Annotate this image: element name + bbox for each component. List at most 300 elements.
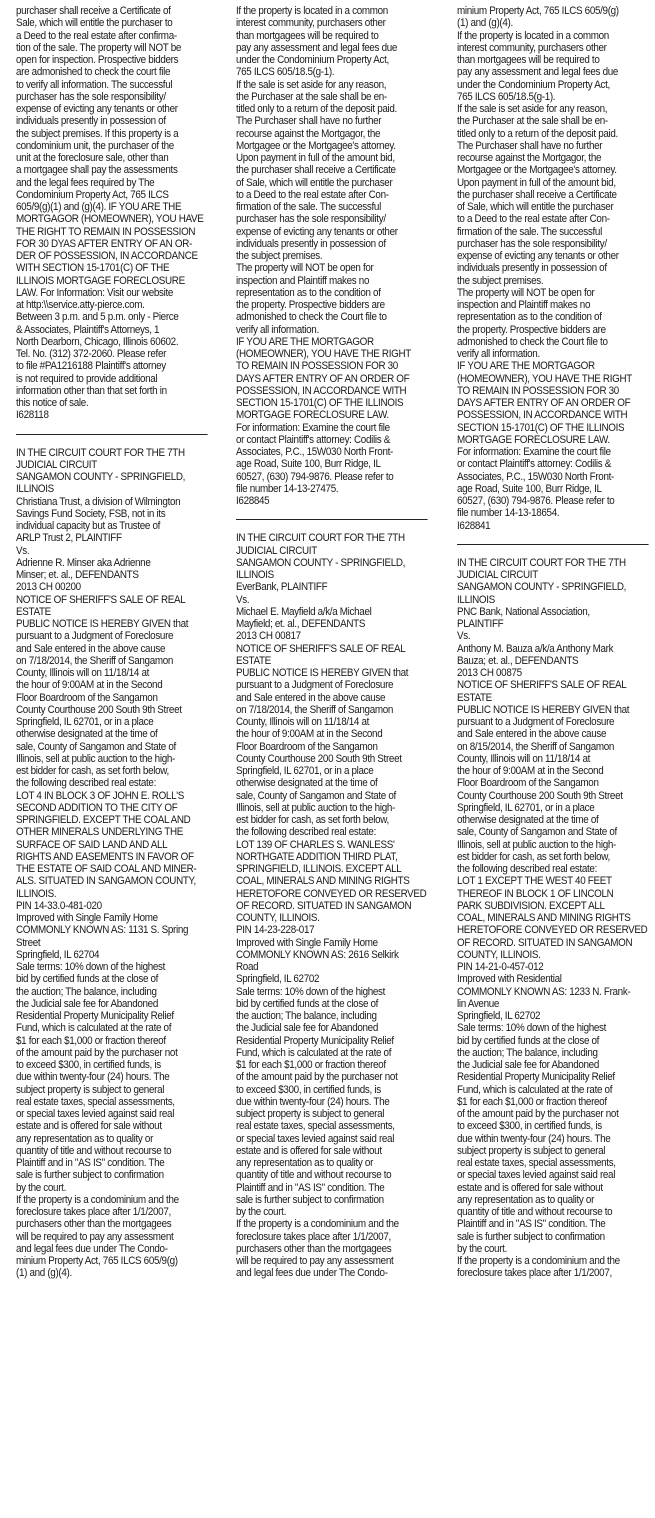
notice-line: expense of evicting any tenants or other	[16, 103, 178, 115]
notice-line: than mortgagees will be required to	[236, 29, 379, 42]
notice-line: the purchaser shall receive a Certificate	[457, 188, 617, 201]
notice-line: individual capacity but as Trustee of	[16, 520, 161, 532]
notice-line: NOTICE OF SHERIFF'S SALE OF REAL	[16, 593, 186, 606]
notice-line: minium Property Act, 765 ILCS 605/9(g)	[457, 5, 619, 17]
notice-line: MORTGAGE FORECLOSURE LAW.	[236, 409, 389, 422]
notice-line: COMMONLY KNOWN AS: 1131 S. Spring	[16, 924, 189, 937]
notice-line: PNC Bank, National Association,	[457, 605, 590, 618]
notice-line: individuals presently in possession of	[16, 115, 166, 128]
notice-line: Mayfield; et. al., DEFENDANTS	[236, 618, 366, 630]
notice-line: verify all information.	[457, 348, 540, 360]
notice-line: due within twenty-four (24) hours. The	[236, 1095, 390, 1108]
notice-line: MORTGAGE FORECLOSURE LAW.	[457, 433, 610, 446]
notice-line: purchaser has the sole responsibility/	[236, 213, 386, 226]
notice-line: THE ESTATE OF SAID COAL AND MINER-	[16, 863, 197, 875]
notice-line: the property. Prospective bidders are	[236, 299, 385, 311]
legal-notice	[457, 5, 655, 532]
notice-line: to exceed $300, in certified funds, is	[16, 1059, 161, 1071]
notice-line: 765 ILCS 605/18.5(g-1).	[236, 66, 335, 79]
notice-line: Sale terms: 10% down of the highest	[457, 1022, 607, 1035]
notice-line: PIN 14-21-0-457-012	[457, 961, 544, 973]
notice-line: Christiana Trust, a division of Wilmington	[16, 495, 181, 508]
notice-line: Fund, which is calculated at the rate of	[457, 1083, 613, 1096]
notice-line: real estate taxes, special assessments,	[236, 1120, 395, 1133]
notice-line: Springfield, IL 62701, or in a place	[457, 801, 595, 814]
notice-line: COMMONLY KNOWN AS: 1233 N. Frank-	[457, 985, 631, 998]
notice-line: Springfield, IL 62702	[236, 973, 320, 986]
notice-line: County, Illinois will on 11/18/14 at	[457, 752, 591, 765]
notice-line: POSSESSION, IN ACCORDANCE WITH	[236, 384, 407, 397]
notice-line: on 7/18/2014, the Sheriff of Sangamon	[16, 654, 174, 667]
notice-line: Plaintiff and in "AS IS" condition. The	[457, 1218, 606, 1231]
notice-line: pay any assessment and legal fees due	[457, 66, 619, 79]
notice-line: the following described real estate:	[236, 826, 376, 839]
notice-line: JUDICIAL CIRCUIT	[16, 458, 97, 471]
notice-line: titled only to a return of the deposit paid.	[236, 103, 397, 115]
notice-line: ESTATE	[457, 691, 492, 704]
notice-line: condominium unit, the purchaser of the	[16, 139, 174, 152]
notice-line: due within twenty-four (24) hours. The	[457, 1132, 611, 1145]
notice-line: PLAINTIFF	[457, 618, 504, 630]
notice-line: and Sale entered in the above cause	[236, 691, 386, 704]
notice-line: LAW. For Information: Visit our website	[16, 286, 174, 299]
notice-line: representation as to the condition of	[457, 311, 602, 324]
notice-line: of Sale, which will entitle the purchaser	[236, 176, 393, 189]
notice-line: bid by certified funds at the close of	[236, 997, 379, 1010]
notice-line: expense of evicting any tenants or other	[457, 250, 619, 262]
notice-line: and the legal fees required by The	[16, 176, 155, 189]
notice-line: Anthony M. Bauza a/k/a Anthony Mark	[457, 642, 614, 655]
notice-line: firmation of the sale. The successful	[457, 225, 602, 238]
notice-line: ILLINOIS MORTGAGE FORECLOSURE	[16, 274, 185, 287]
notice-line: a mortgagee shall pay the assessments	[16, 164, 178, 177]
notice-line: bid by certified funds at the close of	[457, 1034, 600, 1047]
notice-line: Springfield, IL 62702	[457, 1010, 541, 1022]
notice-line: Road	[236, 961, 259, 973]
notice-line: THEREOF IN BLOCK 1 OF LINCOLN	[457, 887, 614, 900]
notice-line: under the Condominium Property Act,	[236, 54, 389, 66]
notice-line: ILLINOIS	[236, 569, 274, 581]
notice-line: Floor Boardroom of the Sangamon	[16, 691, 158, 704]
notice-line: otherwise designated at the time of	[16, 728, 158, 741]
notice-line: pursuant to a Judgment of Foreclosure	[236, 679, 394, 692]
notice-line: Residential Property Municipality Relief	[236, 1034, 394, 1047]
notice-line: sale, County of Sangamon and State of	[16, 740, 176, 753]
notice-line: $1 for each $1,000 or fraction thereof	[236, 1059, 386, 1071]
notice-line: County, Illinois will on 11/18/14 at	[16, 667, 150, 679]
notice-line: Vs.	[457, 630, 471, 643]
notice-line: Plaintiff and in "AS IS" condition. The	[236, 1181, 385, 1194]
notice-line: foreclosure takes place after 1/1/2007,	[236, 1230, 391, 1243]
notice-line: or special taxes levied against said real	[16, 1108, 175, 1120]
notice-line: Fund, which is calculated at the rate of	[236, 1046, 392, 1059]
notice-line: County Courthouse 200 South 9th Street	[236, 752, 402, 765]
notice-line: County Courthouse 200 South 9th Street	[16, 703, 182, 716]
notice-line: to a Deed to the real estate after Con-	[457, 213, 610, 226]
legal-notice	[236, 532, 441, 1279]
notice-line: Sale, which will entitle the purchaser to	[16, 17, 173, 30]
notice-line: TO REMAIN IN POSSESSION FOR 30	[236, 360, 398, 373]
notice-line: COAL, MINERALS AND MINING RIGHTS	[236, 875, 410, 888]
notice-line: pursuant to a Judgment of Foreclosure	[16, 630, 174, 643]
notice-line: foreclosure takes place after 1/1/2007,	[16, 1206, 171, 1218]
notice-line: JUDICIAL CIRCUIT	[457, 569, 538, 581]
notice-line: Savings Fund Society, FSB, not in its	[16, 507, 166, 520]
notice-line: DAYS AFTER ENTRY OF AN ORDER OF	[236, 372, 410, 385]
notice-line: Floor Boardroom of the Sangamon	[457, 777, 599, 790]
notice-line: individuals presently in possession of	[236, 237, 386, 250]
notice-line: Residential Property Municipality Relief	[16, 1010, 174, 1022]
notice-line: MORTGAGOR (HOMEOWNER), YOU HAVE	[16, 213, 204, 226]
notice-line: to exceed $300, in certified funds, is	[236, 1083, 381, 1096]
notice-line: If the property is a condominium and the	[236, 1218, 399, 1231]
notice-line: by the court.	[236, 1206, 286, 1218]
notice-line: IN THE CIRCUIT COURT FOR THE 7TH	[457, 556, 626, 569]
notice-line: bid by certified funds at the close of	[16, 973, 159, 986]
notice-line: ESTATE	[236, 654, 271, 667]
notice-line: sale, County of Sangamon and State of	[457, 826, 617, 839]
notice-line: the following described real estate:	[457, 863, 597, 875]
notice-line: information other than that set forth in	[16, 384, 167, 397]
notice-line: For information: Examine the court file	[236, 421, 390, 434]
notice-line: purchasers other than the mortgagees	[236, 1242, 392, 1255]
notice-line: COMMONLY KNOWN AS: 2616 Selkirk	[236, 948, 399, 961]
notice-line: IF YOU ARE THE MORTGAGOR	[236, 335, 374, 348]
notice-line: Improved with Residential	[457, 973, 562, 986]
notice-line: the Judicial sale fee for Abandoned	[457, 1059, 599, 1071]
notice-line: NORTHGATE ADDITION THIRD PLAT,	[236, 850, 398, 863]
notice-line: of the amount paid by the purchaser not	[16, 1046, 178, 1059]
notice-line: the Judicial sale fee for Abandoned	[236, 1022, 378, 1035]
notice-line: age Road, Suite 100, Burr Ridge, IL	[457, 482, 602, 495]
notice-line: ALS. SITUATED IN SANGAMON COUNTY,	[16, 875, 196, 888]
notice-line: expense of evicting any tenants or other	[236, 225, 398, 238]
notice-line: will be required to pay any assessment	[16, 1230, 174, 1243]
notice-line: SPRINGFIELD. EXCEPT THE COAL AND	[16, 814, 191, 826]
notice-line: Vs.	[236, 593, 250, 606]
notice-line: purchaser shall receive a Certificate of	[16, 5, 171, 17]
notice-line: or special taxes levied against said real	[457, 1169, 616, 1182]
notice-line: SANGAMON COUNTY - SPRINGFIELD,	[457, 581, 627, 594]
notice-line: I628845	[236, 495, 270, 507]
notice-line: SECTION 15-1701(C) OF THE ILLINOIS	[236, 397, 404, 409]
notice-line: Sale terms: 10% down of the highest	[16, 961, 166, 973]
notice-line: the Judicial sale fee for Abandoned	[16, 997, 158, 1010]
notice-line: DER OF POSSESSION, IN ACCORDANCE	[16, 250, 198, 262]
notice-line: I628841	[457, 519, 491, 532]
notice-line: SURFACE OF SAID LAND AND ALL	[16, 838, 168, 851]
notice-line: NOTICE OF SHERIFF'S SALE OF REAL	[236, 642, 406, 655]
notice-line: DAYS AFTER ENTRY OF AN ORDER OF	[457, 397, 631, 409]
notice-line: any representation as to quality or	[457, 1193, 595, 1206]
notice-line: HERETOFORE CONVEYED OR RESERVED	[236, 887, 427, 900]
notice-line: IN THE CIRCUIT COURT FOR THE 7TH	[16, 446, 185, 459]
notice-line: HERETOFORE CONVEYED OR RESERVED	[457, 924, 648, 937]
notice-line: 60527, (630) 794-9876. Please refer to	[236, 470, 394, 483]
notice-line: 605/9(g)(1) and (g)(4). IF YOU ARE THE	[16, 201, 182, 213]
notice-line: (HOMEOWNER), YOU HAVE THE RIGHT	[236, 348, 411, 360]
notice-line: lin Avenue	[457, 997, 500, 1010]
notice-line: County Courthouse 200 South 9th Street	[457, 789, 623, 802]
notice-line: OTHER MINERALS UNDERLYING THE	[16, 826, 184, 839]
notice-line: the auction; The balance, including	[236, 1010, 377, 1022]
notice-line: SANGAMON COUNTY - SPRINGFIELD,	[16, 471, 186, 483]
notice-line: $1 for each $1,000 or fraction thereof	[16, 1034, 166, 1047]
notice-line: Associates, P.C., 15W030 North Front-	[236, 446, 393, 458]
notice-line: open for inspection. Prospective bidders	[16, 54, 179, 66]
notice-line: North Dearborn, Chicago, Illinois 60602.	[16, 335, 179, 348]
notice-line: Plaintiff and in "AS IS" condition. The	[16, 1157, 165, 1169]
notice-line: the auction; The balance, including	[16, 985, 157, 998]
notice-line: recourse against the Mortgagor, the	[457, 152, 602, 164]
notice-line: The property will NOT be open for	[457, 286, 595, 299]
notice-line: to file #PA1216188 Plaintiff's attorney	[16, 360, 166, 373]
notice-line: If the sale is set aside for any reason,	[236, 78, 387, 91]
notice-line: The Purchaser shall have no further	[457, 139, 603, 152]
notice-line: LOT 1 EXCEPT THE WEST 40 FEET	[457, 875, 612, 888]
notice-line: SECTION 15-1701(C) OF THE ILLINOIS	[457, 421, 625, 434]
notice-line: EverBank, PLAINTIFF	[236, 581, 328, 594]
notice-divider	[457, 544, 649, 545]
notice-line: inspection and Plaintiff makes no	[236, 274, 370, 287]
notice-line: by the court.	[457, 1242, 507, 1255]
notice-line: LOT 139 OF CHARLES S. WANLESS'	[236, 838, 395, 851]
notice-line: 765 ILCS 605/18.5(g-1).	[457, 90, 556, 103]
notice-line: the hour of 9:00AM at in the Second	[457, 765, 604, 777]
notice-line: ESTATE	[16, 605, 51, 618]
notice-line: unit at the foreclosure sale, other than	[16, 152, 169, 164]
legal-notice	[16, 447, 222, 1280]
notice-line: subject property is subject to general	[457, 1144, 606, 1157]
notice-line: subject property is subject to general	[236, 1108, 385, 1120]
notice-line: Mortgagee or the Mortgagee's attorney.	[457, 164, 617, 177]
notice-line: PUBLIC NOTICE IS HEREBY GIVEN that	[236, 667, 409, 679]
legal-notice	[16, 5, 222, 422]
notice-line: sale, County of Sangamon and State of	[236, 789, 396, 802]
notice-line: at http:\\service.atty-pierce.com.	[16, 299, 145, 311]
notice-line: than mortgagees will be required to	[457, 54, 600, 66]
notice-line: Vs.	[16, 544, 30, 557]
notice-line: sale is further subject to confirmation	[236, 1193, 384, 1206]
notice-line: ILLINOIS.	[16, 887, 57, 900]
notice-line: WITH SECTION 15-1701(C) OF THE	[16, 262, 170, 275]
notice-line: SANGAMON COUNTY - SPRINGFIELD,	[236, 556, 406, 569]
notice-line: OF RECORD. SITUATED IN SANGAMON	[457, 936, 633, 949]
notice-line: LOT 4 IN BLOCK 3 OF JOHN E. ROLL'S	[16, 789, 185, 802]
notice-line: and legal fees due under The Condo-	[16, 1242, 168, 1255]
notice-line: County, Illinois will on 11/18/14 at	[236, 716, 370, 728]
legal-notice	[457, 557, 655, 1280]
notice-line: PARK SUBDIVISION. EXCEPT ALL	[457, 899, 605, 912]
notice-line: Mortgagee or the Mortgagee's attorney.	[236, 139, 396, 152]
notice-line: on 8/15/2014, the Sheriff of Sangamon	[457, 740, 615, 753]
notice-line: JUDICIAL CIRCUIT	[236, 544, 317, 557]
notice-line: otherwise designated at the time of	[457, 814, 599, 826]
notice-line: ARLP Trust 2, PLAINTIFF	[16, 532, 122, 545]
notice-line: by the court.	[16, 1181, 66, 1194]
notice-line: purchaser has the sole responsibility/	[16, 90, 166, 103]
notice-line: PIN 14-23-228-017	[236, 924, 315, 937]
column-1	[16, 5, 222, 1280]
notice-line: estate and is offered for sale without	[236, 1144, 382, 1157]
notice-line: (1) and (g)(4).	[457, 17, 513, 30]
notice-line: 2013 CH 00200	[16, 581, 81, 594]
notice-line: the Purchaser at the sale shall be en-	[457, 115, 608, 128]
notice-line: real estate taxes, special assessments,	[457, 1157, 616, 1169]
notice-line: and Sale entered in the above cause	[457, 728, 607, 741]
notice-line: verify all information.	[236, 323, 319, 336]
notice-line: Floor Boardroom of the Sangamon	[236, 740, 378, 753]
notice-line: Bauza; et. al., DEFENDANTS	[457, 654, 579, 667]
notice-line: Condominium Property Act, 765 ILCS	[16, 188, 169, 201]
notice-line: Sale terms: 10% down of the highest	[236, 985, 386, 998]
notice-line: 2013 CH 00875	[457, 667, 522, 679]
legal-notice	[236, 5, 441, 507]
notice-line: admonished to check the Court file to	[236, 311, 387, 324]
notice-line: COUNTY, ILLINOIS.	[236, 912, 320, 924]
notice-line: Upon payment in full of the amount bid,	[236, 152, 395, 164]
notice-line: SPRINGFIELD, ILLINOIS. EXCEPT ALL	[236, 863, 402, 875]
notice-line: file number 14-13-18654.	[457, 507, 560, 520]
notice-line: estate and is offered for sale without	[16, 1120, 162, 1133]
notice-line: Between 3 p.m. and 5 p.m. only - Pierce	[16, 311, 179, 324]
notice-line: age Road, Suite 100, Burr Ridge, IL	[236, 458, 381, 471]
notice-line: is not required to provide additional	[16, 372, 158, 385]
notice-line: TO REMAIN IN POSSESSION FOR 30	[457, 384, 619, 397]
notice-line: or special taxes levied against said real	[236, 1132, 395, 1145]
notice-line: subject property is subject to general	[16, 1083, 165, 1096]
notice-line: Minser; et. al., DEFENDANTS	[16, 569, 139, 581]
notice-line: and Sale entered in the above cause	[16, 642, 166, 655]
notice-line: tion of the sale. The property will NOT be	[16, 41, 182, 54]
notice-line: inspection and Plaintiff makes no	[457, 299, 591, 311]
notice-line: If the property is located in a common	[236, 5, 388, 17]
notice-line: file number 14-13-27475.	[236, 482, 339, 495]
notice-line: otherwise designated at the time of	[236, 777, 378, 790]
notice-line: The property will NOT be open for	[236, 262, 374, 275]
notice-line: estate and is offered for sale without	[457, 1181, 603, 1194]
notice-line: (1) and (g)(4).	[16, 1267, 72, 1280]
notice-line: this notice of sale.	[16, 397, 89, 409]
notice-line: of the amount paid by the purchaser not	[457, 1108, 619, 1120]
notice-line: est bidder for cash, as set forth below,	[236, 814, 389, 826]
notice-line: titled only to a return of the deposit paid.	[457, 127, 618, 140]
notice-line: purchasers other than the mortgagees	[16, 1218, 172, 1231]
notice-line: Illinois, sell at public auction to the high-	[457, 838, 616, 851]
column-2	[236, 5, 441, 1280]
notice-line: the subject premises.	[236, 250, 323, 262]
notice-line: est bidder for cash, as set forth below,	[457, 850, 610, 863]
notice-line: minium Property Act, 765 ILCS 605/9(g)	[16, 1255, 178, 1267]
notice-line: Illinois, sell at public auction to the high-	[236, 801, 395, 814]
notice-line: the hour of 9:00AM at in the Second	[236, 728, 383, 741]
notice-line: Michael E. Mayfield a/k/a Michael	[236, 605, 372, 618]
notice-line: are admonished to check the court file	[16, 66, 171, 79]
notice-divider	[236, 519, 428, 520]
notice-line: THE RIGHT TO REMAIN IN POSSESSION	[16, 225, 196, 238]
notice-line: Fund, which is calculated at the rate of	[16, 1022, 172, 1035]
notice-line: NOTICE OF SHERIFF'S SALE OF REAL	[457, 679, 627, 692]
notice-line: a Deed to the real estate after confirma-	[16, 29, 177, 42]
notice-line: IF YOU ARE THE MORTGAGOR	[457, 360, 595, 373]
notice-line: the Purchaser at the sale shall be en-	[236, 90, 387, 103]
notice-line: the property. Prospective bidders are	[457, 323, 606, 336]
notice-line: If the sale is set aside for any reason,	[457, 103, 608, 115]
notice-line: purchaser has the sole responsibility/	[457, 237, 607, 250]
notice-line: interest community, purchasers other	[236, 17, 386, 30]
notice-line: real estate taxes, special assessments,	[16, 1095, 175, 1108]
notice-line: Springfield, IL 62704	[16, 948, 100, 961]
notice-line: to verify all information. The successful	[16, 78, 173, 91]
notice-line: Improved with Single Family Home	[16, 912, 158, 924]
notice-line: RIGHTS AND EASEMENTS IN FAVOR OF	[16, 850, 194, 863]
notice-line: or contact Plaintiff's attorney: Codilis &	[457, 458, 611, 471]
notice-line: Street	[16, 936, 41, 949]
notice-line: sale is further subject to confirmation	[16, 1169, 164, 1182]
notice-line: Illinois, sell at public auction to the high-	[16, 752, 175, 765]
notice-line: sale is further subject to confirmation	[457, 1230, 605, 1243]
notice-line: POSSESSION, IN ACCORDANCE WITH	[457, 409, 628, 422]
notice-line: pay any assessment and legal fees due	[236, 41, 398, 54]
notice-line: interest community, purchasers other	[457, 41, 607, 54]
notice-line: individuals presently in possession of	[457, 262, 607, 275]
notice-line: will be required to pay any assessment	[236, 1255, 394, 1267]
notice-line: to a Deed to the real estate after Con-	[236, 188, 389, 201]
notice-line: (HOMEOWNER), YOU HAVE THE RIGHT	[457, 372, 632, 385]
notice-line: the purchaser shall receive a Certificate	[236, 164, 396, 177]
notice-line: quantity of title and without recourse to	[457, 1206, 613, 1218]
notice-line: of the amount paid by the purchaser not	[236, 1071, 398, 1084]
notice-line: Tel. No. (312) 372-2060. Please refer	[16, 348, 167, 360]
notice-line: If the property is a condominium and the	[16, 1193, 179, 1206]
notice-line: If the property is a condominium and the	[457, 1255, 620, 1267]
notice-line: & Associates, Plaintiff's Attorneys, 1	[16, 323, 160, 336]
notice-line: PUBLIC NOTICE IS HEREBY GIVEN that	[457, 703, 630, 716]
notice-line: to exceed $300, in certified funds, is	[457, 1120, 602, 1133]
notice-line: Associates, P.C., 15W030 North Front-	[457, 470, 614, 483]
notice-line: recourse against the Mortgagor, the	[236, 127, 381, 140]
notice-line: COUNTY, ILLINOIS.	[457, 948, 541, 961]
notice-line: I628118	[16, 409, 49, 422]
notice-line: OF RECORD. SITUATED IN SANGAMON	[236, 899, 412, 912]
notice-line: under the Condominium Property Act,	[457, 78, 610, 91]
notice-line: Residential Property Municipality Relief	[457, 1071, 615, 1084]
notice-line: the following described real estate:	[16, 777, 156, 790]
notice-line: Springfield, IL 62701, or in a place	[236, 765, 374, 777]
notice-line: Adrienne R. Minser aka Adrienne	[16, 556, 151, 569]
notice-line: foreclosure takes place after 1/1/2007,	[457, 1267, 612, 1280]
notice-line: the hour of 9:00AM at in the Second	[16, 679, 163, 692]
notice-line: $1 for each $1,000 or fraction thereof	[457, 1095, 607, 1108]
notice-line: representation as to the condition of	[236, 286, 381, 299]
notice-line: PUBLIC NOTICE IS HEREBY GIVEN that	[16, 618, 189, 630]
notice-line: ILLINOIS	[16, 483, 54, 496]
notice-line: pursuant to a Judgment of Foreclosure	[457, 716, 615, 728]
notice-line: due within twenty-four (24) hours. The	[16, 1071, 170, 1084]
notice-line: FOR 30 DYAS AFTER ENTRY OF AN OR-	[16, 237, 192, 250]
notice-line: the subject premises.	[457, 274, 544, 287]
notice-line: firmation of the sale. The successful	[236, 201, 381, 213]
notice-line: the auction; The balance, including	[457, 1046, 598, 1059]
notice-line: admonished to check the Court file to	[457, 335, 608, 348]
notice-line: If the property is located in a common	[457, 29, 609, 42]
notice-line: SECOND ADDITION TO THE CITY OF	[16, 801, 178, 814]
notice-line: Upon payment in full of the amount bid,	[457, 176, 616, 189]
notice-line: 2013 CH 00817	[236, 630, 301, 643]
notice-line: The Purchaser shall have no further	[236, 115, 382, 128]
notice-line: Springfield, IL 62701, or in a place	[16, 716, 154, 728]
notice-line: or contact Plaintiff's attorney: Codilis &	[236, 433, 390, 446]
